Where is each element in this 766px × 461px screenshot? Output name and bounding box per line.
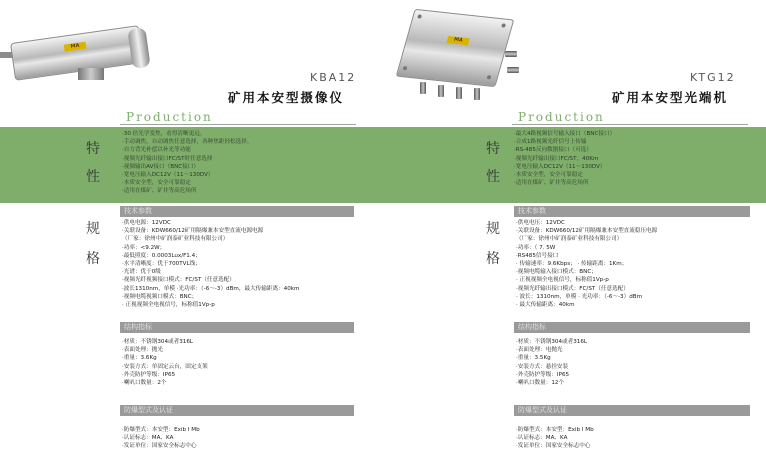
feature-item: ·视频输出AV接口（BNC接口） <box>122 163 199 170</box>
spec-line: ·喇叭口数量：2个 <box>122 380 167 387</box>
spec-line: ·RS485信号接口 <box>516 252 559 259</box>
spec-line: ·防爆型式：本安型：Exib I Mb <box>122 427 200 433</box>
feature-item: ·最大4路视频信号输入接口（BNC接口） <box>514 131 616 137</box>
left-heading-rule <box>120 124 356 125</box>
section-title: 技术参数 <box>124 207 152 215</box>
feature-item: ·合成1路视频光纤信号上传输 <box>514 139 587 146</box>
feature-item: ·视频光纤输出接口FC/ST时任意选择 <box>122 155 213 162</box>
spec-line: ·认证标志：MA、KA <box>122 435 174 442</box>
right-model-code: KTG12 <box>690 71 736 84</box>
spec-line: ·安装方式：悬挂安装 <box>516 363 569 370</box>
right-production-heading: Production <box>518 110 605 124</box>
spec-line: ·功率：<9.2W； <box>122 244 166 251</box>
feature-item: ·自力背光补偿以补光等功能 <box>122 147 191 154</box>
spec-line: ·表面处理：抛光 <box>122 347 163 354</box>
right-tech-params-header <box>514 206 750 217</box>
feature-item: ·宽电压输入DC12V（11～130DV） <box>514 163 606 170</box>
feature-item: ·适用在煤矿、矿井等高危场所 <box>514 180 589 187</box>
spec-line: （厂家：徐州中矿润泰矿业科技有限公司） <box>516 236 623 243</box>
features-band <box>0 127 766 203</box>
spec-line: ·发证单位：国家安全标志中心 <box>516 443 591 450</box>
spec-line: ·安装方式：单固定云台，固定支架 <box>122 363 208 370</box>
left-spec-label-2: 格 <box>86 251 100 267</box>
spec-line: ·认证标志：MA、KA <box>516 435 568 442</box>
right-ex-cert-list <box>516 426 594 451</box>
spec-line: ·水平清晰度：优于700TVL线； <box>122 261 201 268</box>
left-features-list <box>122 130 252 196</box>
section-title: 技术参数 <box>518 207 546 215</box>
left-model-code: KBA12 <box>310 71 357 84</box>
left-ex-cert-list <box>122 426 200 451</box>
right-structure-header <box>514 322 750 333</box>
feature-item: ·30 倍光学变焦，看得清晰更远。 <box>122 131 206 137</box>
right-structure-list <box>516 338 587 387</box>
spec-line: · 传输速率：9.6Kbps； · 传输距离：1Km； <box>516 261 628 268</box>
right-heading-rule <box>512 124 748 125</box>
left-spec-label-1: 规 <box>86 221 100 237</box>
right-features-label-1: 特 <box>486 141 500 157</box>
feature-item: ·本质安全型，安全可靠稳定 <box>122 180 191 187</box>
spec-line: ·视频光纤视频接口模式：FC/ST（任意选配） <box>122 277 235 284</box>
spec-line: · 波长：1310nm，单模 · 光功率：（-6～-3）dBm <box>516 293 643 300</box>
left-tech-params-list <box>122 219 299 309</box>
left-features-label-2: 性 <box>86 169 100 185</box>
optical-transceiver-product-image <box>390 8 526 100</box>
spec-line: ·表面处理：电抛光 <box>516 347 563 354</box>
section-title: 结构指标 <box>518 323 546 331</box>
right-ex-cert-header <box>514 405 750 416</box>
spec-line: · 最大传输距离：40km <box>516 302 575 309</box>
spec-line: ·光谱：优于0级 <box>122 269 161 276</box>
feature-item: ·适用在煤矿、矿井等高危场所 <box>122 188 197 195</box>
section-title: 结构指标 <box>124 323 152 331</box>
camera-product-image <box>0 24 152 82</box>
right-features-list <box>514 130 615 187</box>
right-spec-label-1: 规 <box>486 221 500 237</box>
feature-item: ·宽电压输入DC12V（11～130DV） <box>122 172 214 179</box>
feature-item: ·RS-485反向数据接口（可选） <box>514 147 592 154</box>
right-features-label-2: 性 <box>486 169 500 185</box>
spec-line: ·最低照度：0.0003Lux/F1.4； <box>122 252 201 259</box>
spec-line: ·关联设备：KDW660/12矿用隔爆兼本安型直流稳压电源 <box>516 228 658 235</box>
spec-line: （厂家：徐州中矿润泰矿业科技有限公司） <box>122 236 229 243</box>
spec-line: ·材质：不锈钢304或者316L <box>516 339 587 345</box>
section-title: 防爆型式及认证 <box>124 406 173 414</box>
left-ex-cert-header <box>120 405 354 416</box>
ma-label-icon: MA <box>64 42 87 52</box>
left-features-label-1: 特 <box>86 141 100 157</box>
spec-line: ·外壳防护等级：IP65 <box>516 371 570 378</box>
spec-line: ·发证单位：国家安全标志中心 <box>122 443 197 450</box>
spec-line: ·外壳防护等级：IP65 <box>122 371 176 378</box>
spec-line: ·喇叭口数量：12个 <box>516 380 565 387</box>
spec-line: ·关联设备：KDW660/12矿用隔爆兼本安型直流电源电源 <box>122 228 264 235</box>
left-product-name: 矿用本安型摄像仪 <box>228 90 345 105</box>
spec-line: ·防爆型式：本安型：Exib I Mb <box>516 427 594 433</box>
right-product-name: 矿用本安型光端机 <box>612 90 729 105</box>
section-title: 防爆型式及认证 <box>518 406 567 414</box>
spec-line: ·视频电缆输入接口模式：BNC； <box>516 269 597 276</box>
spec-line: ·波长1310nm，单模 ·光功率：（-6～-3）dBm，最大传输距离：40km <box>122 285 300 292</box>
spec-line: ·重量：3.6Kg <box>122 355 157 362</box>
spec-line: · 正视视频全电视信号，标称值1Vp-p <box>122 302 215 309</box>
spec-line: ·供电电压：12VDC <box>516 220 565 226</box>
spec-line: ·供电电源：12VDC <box>122 220 171 226</box>
feature-item: ·本质安全型，安全可靠稳定 <box>514 172 583 179</box>
left-structure-header <box>120 322 354 333</box>
ma-label-icon: MA <box>446 36 469 45</box>
spec-line: ·重量：3.5Kg <box>516 355 551 362</box>
feature-item: ·视频光纤输出接口FC/ST，40Km <box>514 155 599 162</box>
left-tech-params-header <box>120 206 354 217</box>
left-production-heading: Production <box>126 110 213 124</box>
spec-line: ·材质：不锈钢304或者316L <box>122 339 193 345</box>
left-structure-list <box>122 338 208 387</box>
right-spec-label-2: 格 <box>486 251 500 267</box>
right-tech-params-list <box>516 219 657 309</box>
spec-line: · 正视视频全电视信号，标称值1Vp-p <box>516 277 609 284</box>
spec-line: ·功率：（ 7. 5W <box>516 244 556 251</box>
feature-item: ·手动调焦，自动调焦任意选择，各种焦距轻松选择。 <box>122 139 253 146</box>
spec-line: ·视频光纤输出接口模式：FC/ST（任意选配） <box>516 285 629 292</box>
spec-line: ·视频电缆视频口模式：BNC； <box>122 293 198 300</box>
